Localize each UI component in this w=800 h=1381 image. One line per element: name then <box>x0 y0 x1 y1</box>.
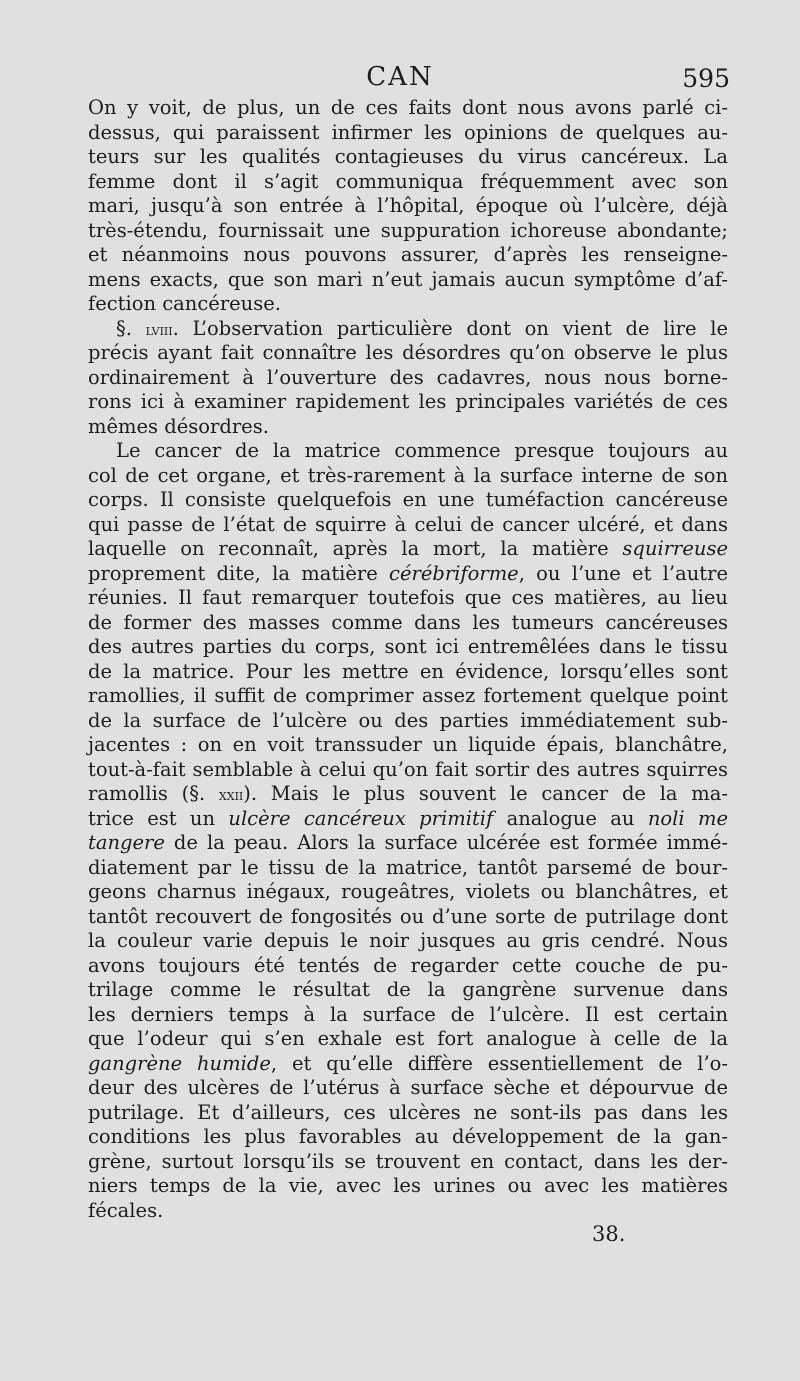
text-span: grène, surtout lorsqu’ils se trouvent en contact, dans les der- <box>88 1149 728 1173</box>
text-line <box>88 243 728 268</box>
text-line <box>88 341 728 366</box>
text-span: col de cet organe, et très-rarement à la surface interne de son <box>88 463 728 487</box>
text-line <box>88 782 728 807</box>
text-line <box>88 121 728 146</box>
text-line <box>88 709 728 734</box>
text-span: avons toujours été tentés de regarder cette couche de pu- <box>88 953 728 977</box>
text-span: , et qu’elle diffère essentiellement de l’o- <box>270 1051 728 1075</box>
text-line <box>88 1125 728 1150</box>
text-span: fécales. <box>88 1198 164 1222</box>
text-span: corps. Il consiste quelquefois en une tuméfaction cancéreuse <box>88 488 728 511</box>
text-span: ramollis (§. <box>88 782 219 805</box>
running-head: CAN <box>366 62 434 92</box>
text-span: qui passe de l’état de squirre à celui de cancer ulcéré, et dans <box>88 512 728 536</box>
text-line <box>88 758 728 783</box>
text-span: de la surface de l’ulcère ou des parties immédiatement sub- <box>88 708 728 732</box>
text-span: deur des ulcères de l’utérus à surface sèche et dépourvue de <box>88 1076 728 1099</box>
text-line <box>88 170 728 195</box>
text-line <box>88 145 728 170</box>
text-line <box>88 1076 728 1101</box>
italic-span: cérébriforme <box>389 561 519 585</box>
text-line <box>88 1027 728 1052</box>
text-span: et néanmoins nous pouvons assurer, d’après les renseigne- <box>88 243 728 266</box>
text-line <box>88 1150 728 1175</box>
text-line <box>88 513 728 538</box>
text-span: jacentes : on en voit transsuder un liquide épais, blanchâtre, <box>88 733 728 756</box>
text-span: de former des masses comme dans les tumeurs cancéreuses <box>88 610 728 634</box>
text-line <box>88 978 728 1003</box>
text-line <box>88 611 728 636</box>
text-span: laquelle on reconnaît, après la mort, la matière <box>88 537 623 560</box>
text-line <box>88 488 728 513</box>
text-line <box>88 1052 728 1077</box>
text-span: , ou l’une et l’autre <box>518 561 728 585</box>
small-caps-span: xxii <box>218 785 244 804</box>
italic-span: ulcère cancéreux primitif <box>228 806 494 830</box>
text-line <box>88 1199 728 1224</box>
text-span: diatement par le tissu de la matrice, tantôt parsemé de bour- <box>88 855 728 879</box>
text-line <box>88 954 728 979</box>
signature-mark: 38. <box>592 1222 626 1246</box>
text-line <box>88 562 728 587</box>
text-span: niers temps de la vie, avec les urines ou avec les matières <box>88 1174 728 1197</box>
text-line <box>88 1174 728 1199</box>
text-line <box>88 733 728 758</box>
text-line <box>88 831 728 856</box>
text-line <box>88 194 728 219</box>
small-caps-span: lviii <box>145 319 173 339</box>
text-span: ramollies, il suffit de comprimer assez fortement quelque point <box>88 684 728 707</box>
text-line <box>88 684 728 709</box>
text-line <box>88 660 728 685</box>
text-line <box>88 366 728 391</box>
text-span: tout-à-fait semblable à celui qu’on fait sortir des autres squirres <box>88 757 728 781</box>
text-line <box>88 292 728 317</box>
text-span: teurs sur les qualités contagieuses du virus cancéreux. La <box>88 145 728 168</box>
text-span: les derniers temps à la surface de l’ulcère. Il est certain <box>88 1002 728 1026</box>
text-line <box>88 929 728 954</box>
text-span: mari, jusqu’à son entrée à l’hôpital, époque où l’ulcère, déjà <box>88 194 728 217</box>
text-span: On y voit, de plus, un de ces faits dont nous avons parlé ci- <box>88 96 728 119</box>
text-span: geons charnus inégaux, rougeâtres, violets ou blanchâtres, et <box>88 880 728 903</box>
text-span: précis ayant fait connaître les désordres qu’on observe le plus <box>88 341 728 364</box>
text-span: tantôt recouvert de fongosités ou d’une sorte de putrilage dont <box>88 904 728 928</box>
text-span: de la peau. Alors la surface ulcérée est formée immé- <box>164 831 728 854</box>
text-span: de la matrice. Pour les mettre en évidence, lorsqu’elles sont <box>88 659 728 683</box>
text-span: très-étendu, fournissait une suppuration ichoreuse abondante; <box>88 218 728 242</box>
text-line <box>88 268 728 293</box>
text-span: dessus, qui paraissent infirmer les opinions de quelques au- <box>88 120 728 144</box>
text-line <box>88 1101 728 1126</box>
text-span: réunies. Il faut remarquer toutefois que ces matières, au lieu <box>88 586 728 609</box>
text-span: ordinairement à l’ouverture des cadavres, nous nous borne- <box>88 365 728 389</box>
text-span: des autres parties du corps, sont ici entremêlées dans le tissu <box>88 635 728 658</box>
text-span: . L’observation particulière dont on vient de lire le <box>172 316 728 340</box>
text-span: conditions les plus favorables au développement de la gan- <box>88 1125 728 1148</box>
text-span: analogue au <box>493 806 648 830</box>
text-line <box>88 856 728 881</box>
text-line <box>88 880 728 905</box>
text-span: femme dont il s’agit communiqua fréquemment avec son <box>88 169 728 193</box>
text-line <box>88 439 728 464</box>
text-line <box>88 807 728 832</box>
text-line <box>88 317 728 342</box>
italic-span: gangrène humide <box>88 1051 271 1075</box>
text-span: rons ici à examiner rapidement les principales variétés de ces <box>88 390 728 413</box>
italic-span: squirreuse <box>622 537 728 560</box>
text-line <box>88 390 728 415</box>
text-span: Le cancer de la matrice commence presque toujours au <box>116 439 728 462</box>
text-span: trilage comme le résultat de la gangrène survenue dans <box>88 978 728 1001</box>
text-span: proprement dite, la matière <box>88 561 390 585</box>
text-span: mêmes désordres. <box>88 414 269 438</box>
text-span: §. <box>116 316 146 340</box>
text-line <box>88 415 728 440</box>
italic-span: noli me <box>647 806 728 830</box>
text-line <box>88 464 728 489</box>
text-span: que l’odeur qui s’en exhale est fort analogue à celle de la <box>88 1027 728 1050</box>
text-line <box>88 586 728 611</box>
body-text <box>88 96 728 1223</box>
text-line <box>88 905 728 930</box>
text-span: trice est un <box>88 806 229 830</box>
italic-span: tangere <box>88 831 165 854</box>
text-line <box>88 635 728 660</box>
page-number: 595 <box>682 64 730 93</box>
text-span: la couleur varie depuis le noir jusques au gris cendré. Nous <box>88 929 728 952</box>
text-span: putrilage. Et d’ailleurs, ces ulcères ne sont-ils pas dans les <box>88 1100 728 1124</box>
text-span: ). Mais le plus souvent le cancer de la ma- <box>243 782 728 805</box>
text-span: fection cancéreuse. <box>88 292 281 315</box>
text-span: mens exacts, que son mari n’eut jamais aucun symptôme d’af- <box>88 267 728 291</box>
text-line <box>88 219 728 244</box>
text-line <box>88 537 728 562</box>
text-line <box>88 96 728 121</box>
text-line <box>88 1003 728 1028</box>
